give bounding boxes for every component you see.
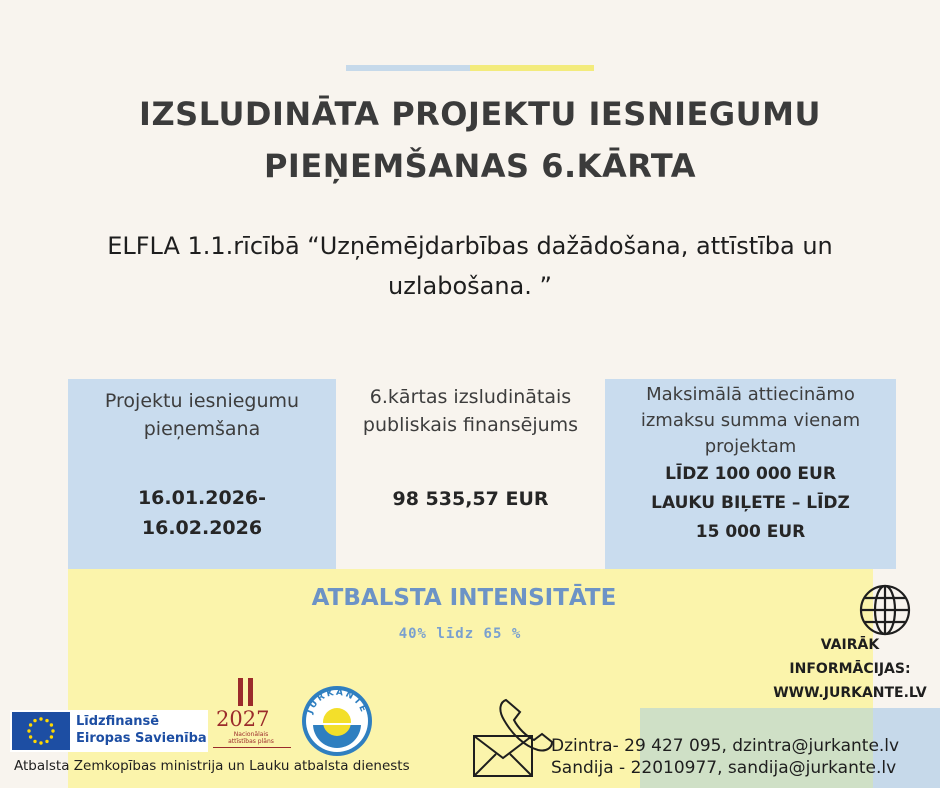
- contact-list: [551, 735, 899, 779]
- contact-sandija[interactable]: Sandija - 22010977, sandija@jurkante.lv: [551, 758, 897, 778]
- more-info-line-2: INFORMĀCIJAS:: [789, 661, 911, 677]
- globe-icon: [858, 583, 912, 637]
- max-costs-box: [605, 379, 896, 569]
- submission-date-start: 16.01.2026-: [137, 487, 267, 509]
- max-costs-label-1: Maksimālā attiecināmo: [646, 384, 855, 405]
- max-costs-label-2: izmaksu summa vienam: [640, 410, 861, 431]
- intensity-title: ATBALSTA INTENSITĀTE: [311, 585, 617, 611]
- page-subtitle: [30, 226, 910, 306]
- page-title: [60, 88, 900, 192]
- subtitle-line-1: ELFLA 1.1.rīcībā “Uzņēmējdarbības dažādošana, attīstība un: [107, 232, 833, 260]
- max-costs-value-2: LAUKU BIĻETE – LĪDZ: [651, 493, 850, 513]
- eu-logo-line-2: Eiropas Savienība: [76, 731, 207, 746]
- title-line-1: IZSLUDINĀTA PROJEKTU IESNIEGUMU: [139, 95, 821, 133]
- envelope-icon: [474, 736, 532, 776]
- max-costs-label-3: projektam: [704, 436, 797, 457]
- submission-label-1: Projektu iesniegumu: [104, 390, 300, 412]
- intensity-value: 40% līdz 65 %: [398, 626, 522, 642]
- funding-label-1: 6.kārtas izsludinātais: [369, 386, 572, 408]
- telephone-icon: [500, 700, 552, 751]
- top-accent-bar-blue: [346, 65, 470, 71]
- national-plan-subtitle: Nacionālais attīstības plāns: [228, 731, 274, 745]
- submission-period-box: [68, 379, 336, 569]
- submission-date-end: 16.02.2026: [141, 517, 263, 539]
- national-plan-year: 2027: [216, 707, 270, 731]
- submission-label-2: pieņemšana: [143, 418, 261, 440]
- title-line-2: PIEŅEMŠANAS 6.KĀRTA: [263, 147, 697, 185]
- logo-divider: [213, 747, 291, 748]
- eu-flag-icon: [12, 712, 70, 750]
- max-costs-value-1: LĪDZ 100 000 EUR: [665, 464, 836, 484]
- national-plan-logo: [212, 676, 292, 748]
- more-info-line-1: VAIRĀK: [820, 637, 880, 653]
- funding-value: 98 535,57 EUR: [392, 488, 549, 510]
- max-costs-value-3: 15 000 EUR: [695, 522, 806, 542]
- eu-cofunded-logo: [10, 710, 208, 752]
- contact-icons: [466, 696, 556, 782]
- eu-logo-text: [76, 713, 207, 747]
- more-info: [760, 633, 940, 705]
- subtitle-line-2: uzlabošana. ”: [388, 272, 552, 300]
- contact-dzintra[interactable]: Dzintra- 29 427 095, dzintra@jurkante.lv: [551, 736, 900, 756]
- public-funding-box: [336, 379, 605, 569]
- jurkante-logo-text: JURKANTE: [305, 687, 369, 716]
- footer-note: Atbalsta Zemkopības ministrija un Lauku atbalsta dienests: [14, 758, 410, 774]
- top-accent-bar-yellow: [470, 65, 594, 71]
- jurkante-logo: [300, 684, 374, 758]
- eu-logo-line-1: Līdzfinansē: [76, 714, 160, 729]
- website-link[interactable]: WWW.JURKANTE.LV: [773, 685, 927, 701]
- funding-label-2: publiskais finansējums: [362, 414, 579, 436]
